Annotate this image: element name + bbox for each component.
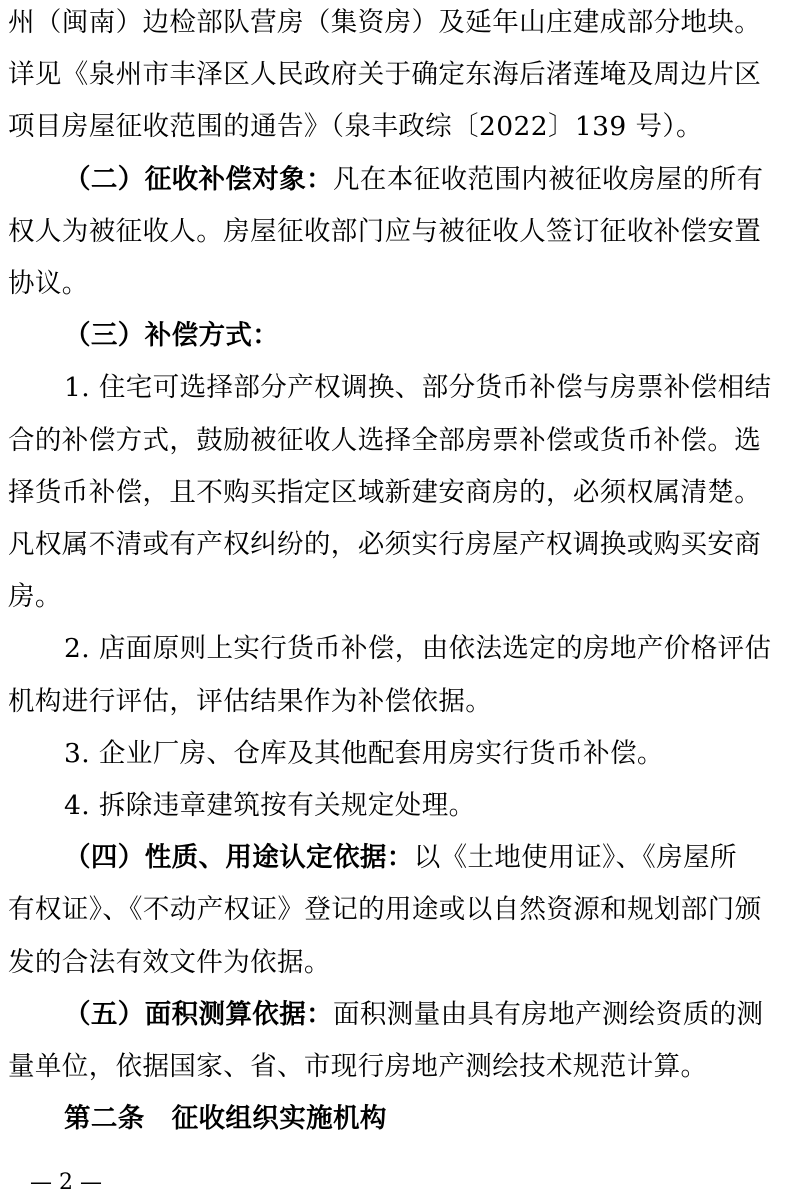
paragraph-line: 机构进行评估，评估结果作为补偿依据。 (8, 685, 493, 717)
paragraph-line: 量单位，依据国家、省、市现行房地产测绘技术规范计算。 (8, 1051, 708, 1082)
paragraph-line: 有权证》、《不动产权证》登记的用途或以自然资源和规划部门颁 (8, 894, 762, 926)
list-item-1-line: 1. 住宅可选择部分产权调换、部分货币补偿与房票补偿相结 (64, 372, 772, 404)
section-5-text: 面积测量由具有房地产测绘资质的测 (333, 998, 764, 1030)
paragraph-line: 详见《泉州市丰泽区人民政府关于确定东海后渚莲埯及周边片区 (8, 59, 762, 91)
paragraph-line: 择货币补偿，且不购买指定区域新建安商房的，必须权属清楚。 (8, 476, 762, 508)
paragraph-line: 协议。 (8, 268, 89, 299)
section-2-first-line (64, 161, 763, 199)
section-4-first-line (64, 839, 737, 877)
paragraph-line: 凡权属不清或有产权纠纷的，必须实行房屋产权调换或购买安商 (8, 529, 762, 560)
section-2-heading: （二）征收补偿对象： (64, 163, 333, 195)
paragraph-line: 项目房屋征收范围的通告》（泉丰政综〔2022〕139 号）。 (8, 111, 703, 143)
section-4-heading: （四）性质、用途认定依据： (64, 842, 414, 874)
paragraph-line: 发的合法有效文件为依据。 (8, 946, 331, 978)
article-2-heading: 第二条 征收组织实施机构 (64, 1103, 387, 1135)
paragraph-line: 州（闽南）边检部队营房（集资房）及延年山庄建成部分地块。 (8, 7, 762, 38)
section-5-heading: （五）面积测算依据： (64, 998, 333, 1030)
paragraph-line: 权人为被征收人。房屋征收部门应与被征收人签订征收补偿安置 (8, 215, 762, 247)
paragraph-line: 房。 (8, 581, 62, 613)
section-4-text: 以《土地使用证》、《房屋所 (413, 842, 737, 874)
list-item-2-line: 2. 店面原则上实行货币补偿，由依法选定的房地产价格评估 (64, 633, 772, 665)
section-3-heading: （三）补偿方式： (64, 320, 280, 352)
section-2-text: 凡在本征收范围内被征收房屋的所有 (333, 163, 764, 195)
list-item-4: 4. 拆除违章建筑按有关规定处理。 (64, 790, 476, 821)
page-number: — 2 — (30, 1170, 102, 1195)
paragraph-line: 合的补偿方式，鼓励被征收人选择全部房票补偿或货币补偿。选 (8, 424, 762, 456)
section-5-first-line (64, 996, 763, 1034)
list-item-3: 3. 企业厂房、仓库及其他配套用房实行货币补偿。 (64, 737, 664, 769)
